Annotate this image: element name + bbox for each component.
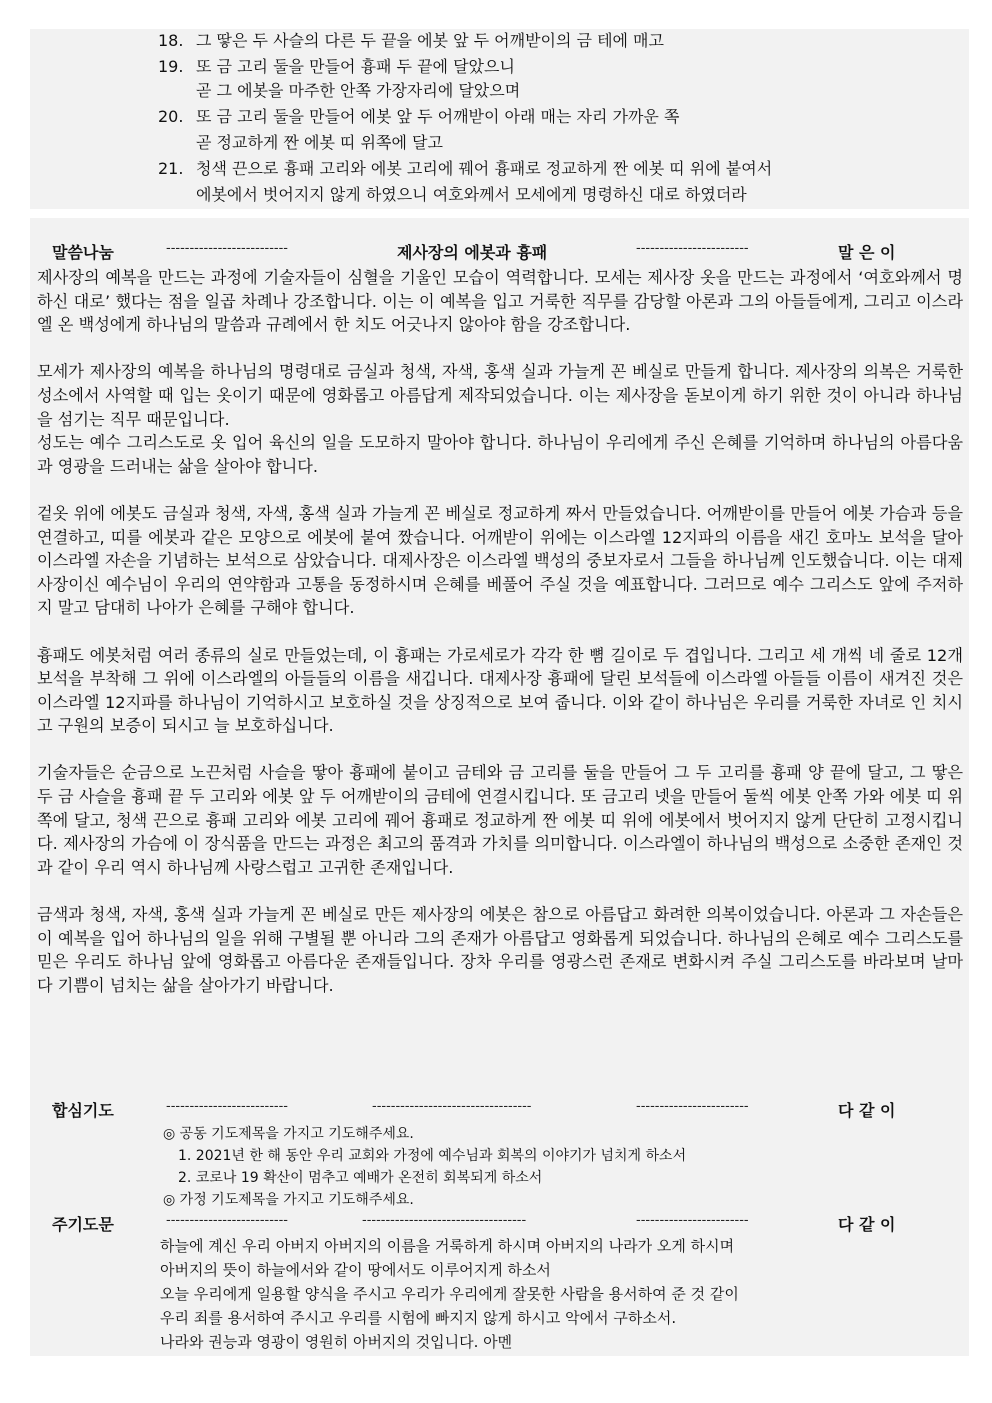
divider-dashes: -------------------------- [166,1099,288,1114]
common-prayer-title: ◎ 공동 기도제목을 가지고 기도해주세요. [163,1126,414,1142]
prayer-leader: 다 같 이 [838,1101,896,1120]
divider-dashes: -------------------------- [166,241,288,256]
lords-prayer-line: 나라와 권능과 영광이 영원히 아버지의 것입니다. 아멘 [160,1333,513,1351]
divider-dashes: ------------------------ [636,1099,749,1114]
sermon-paragraph: 제사장의 예복을 만드는 과정에 기술자들이 심혈을 기울인 모습이 역력합니다. 모세는 제사장 옷을 만드는 과정에서 ‘여호와께서 명하신 대로’ 했다는 점을 일곱 차례나 강조합니다. 이는 이 예복을 입고 거룩한 직무를 감당할 아론과 그의 아들들에게, 그리고 이스라엘 온 백성에게 하나님의 말씀과 규례에서 한 치도 어긋나지 않아야 함을 강조합니다. [37,268,963,335]
verse-19: 19. 또 금 고리 둘을 만들어 흉패 두 끝에 달았으니 [158,57,515,76]
verse-20: 20. 또 금 고리 둘을 만들어 에봇 앞 두 어깨받이 아래 매는 자리 가까운 쪽 [158,107,680,126]
divider-dashes: ------------------------ [636,241,749,256]
divider-dashes: -------------------------- [166,1213,288,1228]
lords-prayer-line: 우리 죄를 용서하여 주시고 우리를 시험에 빠지지 않게 하시고 악에서 구하소서. [160,1309,677,1327]
verse-18: 18. 그 땋은 두 사슬의 다른 두 끝을 에봇 앞 두 어깨받이의 금 테에 매고 [158,31,664,50]
divider-dashes: ---------------------------------- [372,1099,532,1114]
sermon-paragraph: 겉옷 위에 에봇도 금실과 청색, 자색, 홍색 실과 가늘게 꼰 베실로 정교하게 짜서 만들었습니다. 어깨받이를 만들어 에봇 가슴과 등을 연결하고, 띠를 에봇과 같은 모양으로 에봇에 붙여 짰습니다. 어깨받이 위에는 이스라엘 12지파의 이름을 새긴 호마노 보석을 달아 이스라엘 자손을 기념하는 보석으로 삼았습니다. 대제사장은 이스라엘 백성의 중보자로서 그들을 하나님께 인도했습니다. 이는 대제사장이신 예수님이 우리의 연약함과 고통을 동정하시며 은혜를 베풀어 주실 것을 예표합니다. 그러므로 예수 그리스도 앞에 주저하지 말고 담대히 나아가 은혜를 구해야 합니다. [37,503,963,618]
prayer-item: 1. 2021년 한 해 동안 우리 교회와 가정에 예수님과 회복의 이야기가 넘치게 하소서 [178,1148,687,1164]
sermon-paragraph: 기술자들은 순금으로 노끈처럼 사슬을 땋아 흉패에 붙이고 금테와 금 고리를 둘을 만들어 그 두 고리를 흉패 양 끝에 달고, 그 땋은 두 금 사슬을 흉패 끝 두 고리와 에봇 앞 두 어깨받이의 금테에 연결시킵니다. 또 금고리 넷을 만들어 둘씩 에봇 안쪽 가와 에봇 띠 위쪽에 달고, 청색 끈으로 흉패 고리와 에봇 고리에 꿰어 흉패로 정교하게 짠 에봇 띠 위에 에봇에서 벗어지지 않게 단단히 고정시킵니다. 제사장의 가슴에 이 장식품을 만드는 과정은 최고의 품격과 가치를 의미합니다. 이스라엘이 하나님의 백성으로 소중한 존재인 것과 같이 우리 역시 하나님께 사랑스럽고 고귀한 존재입니다. [37,763,963,877]
lords-prayer-line: 오늘 우리에게 일용할 양식을 주시고 우리가 우리에게 잘못한 사람을 용서하여 준 것 같이 [160,1285,739,1303]
family-prayer-title: ◎ 가정 기도제목을 가지고 기도해주세요. [163,1192,414,1208]
prayer-section-label: 합심기도 [52,1101,114,1120]
sermon-section-label: 말씀나눔 [52,243,114,262]
sermon-leader: 말 은 이 [838,243,896,262]
sermon-title: 제사장의 에봇과 흉패 [397,243,548,262]
sermon-body [37,266,963,997]
scripture-verses-panel [30,29,969,209]
lords-prayer-line: 아버지의 뜻이 하늘에서와 같이 땅에서도 이루어지게 하소서 [160,1261,551,1279]
lords-prayer-line: 하늘에 계신 우리 아버지 아버지의 이름을 거룩하게 하시며 아버지의 나라가 오게 하시며 [160,1237,735,1255]
divider-dashes: ----------------------------------- [362,1213,527,1228]
verse-20-continued: 곧 정교하게 짠 에봇 띠 위쪽에 달고 [196,133,443,152]
lords-prayer-label: 주기도문 [52,1215,114,1234]
sermon-paragraph: 성도는 예수 그리스도로 옷 입어 육신의 일을 도모하지 말아야 합니다. 하나님이 우리에게 주신 은혜를 기억하며 하나님의 아름다움과 영광을 드러내는 삶을 살아야 합니다. [37,433,963,476]
verse-19-continued: 곧 그 에봇을 마주한 안쪽 가장자리에 달았으며 [196,81,521,100]
prayer-item: 2. 코로나 19 확산이 멈추고 예배가 온전히 회복되게 하소서 [178,1170,543,1186]
sermon-paragraph: 금색과 청색, 자색, 홍색 실과 가늘게 꼰 베실로 만든 제사장의 에봇은 참으로 아름답고 화려한 의복이었습니다. 아론과 그 자손들은 이 예복을 입어 하나님의 일을 위해 구별될 뿐 아니라 그의 존재가 아름답고 영화롭게 되었습니다. 하나님의 은혜로 예수 그리스도를 믿은 우리도 하나님 앞에 영화롭고 아름다운 존재들입니다. 장차 우리를 영광스런 존재로 변화시켜 주실 그리스도를 바라보며 날마다 기쁨이 넘치는 삶을 살아가기 바랍니다. [37,905,963,995]
sermon-paragraph: 흉패도 에봇처럼 여러 종류의 실로 만들었는데, 이 흉패는 가로세로가 각각 한 뼘 길이로 두 겹입니다. 그리고 세 개씩 네 줄로 12개 보석을 부착해 그 위에 이스라엘의 아들들의 이름을 새깁니다. 대제사장 흉패에 달린 보석들에 이스라엘 아들들 이름이 새겨진 것은 이스라엘 12지파를 하나님이 기억하시고 보호하실 것을 상징적으로 보여 줍니다. 이와 같이 하나님은 우리를 거룩한 자녀로 인 치시고 구원의 보증이 되시고 늘 보호하십니다. [37,645,963,736]
verse-21: 21. 청색 끈으로 흉패 고리와 에봇 고리에 꿰어 흉패로 정교하게 짠 에봇 띠 위에 붙여서 [158,159,773,178]
verse-21-continued: 에봇에서 벗어지지 않게 하였으니 여호와께서 모세에게 명령하신 대로 하였더라 [196,185,747,204]
sermon-panel [30,218,969,1356]
divider-dashes: ------------------------ [636,1213,749,1228]
sermon-paragraph: 모세가 제사장의 예복을 하나님의 명령대로 금실과 청색, 자색, 홍색 실과 가늘게 꼰 베실로 만들게 합니다. 제사장의 의복은 거룩한 성소에서 사역할 때 입는 옷이기 때문에 영화롭고 아름답게 제작되었습니다. 이는 제사장을 돋보이게 하기 위한 것이 아니라 하나님을 섬기는 직무 때문입니다. [37,362,963,429]
lords-prayer-leader: 다 같 이 [838,1215,896,1234]
